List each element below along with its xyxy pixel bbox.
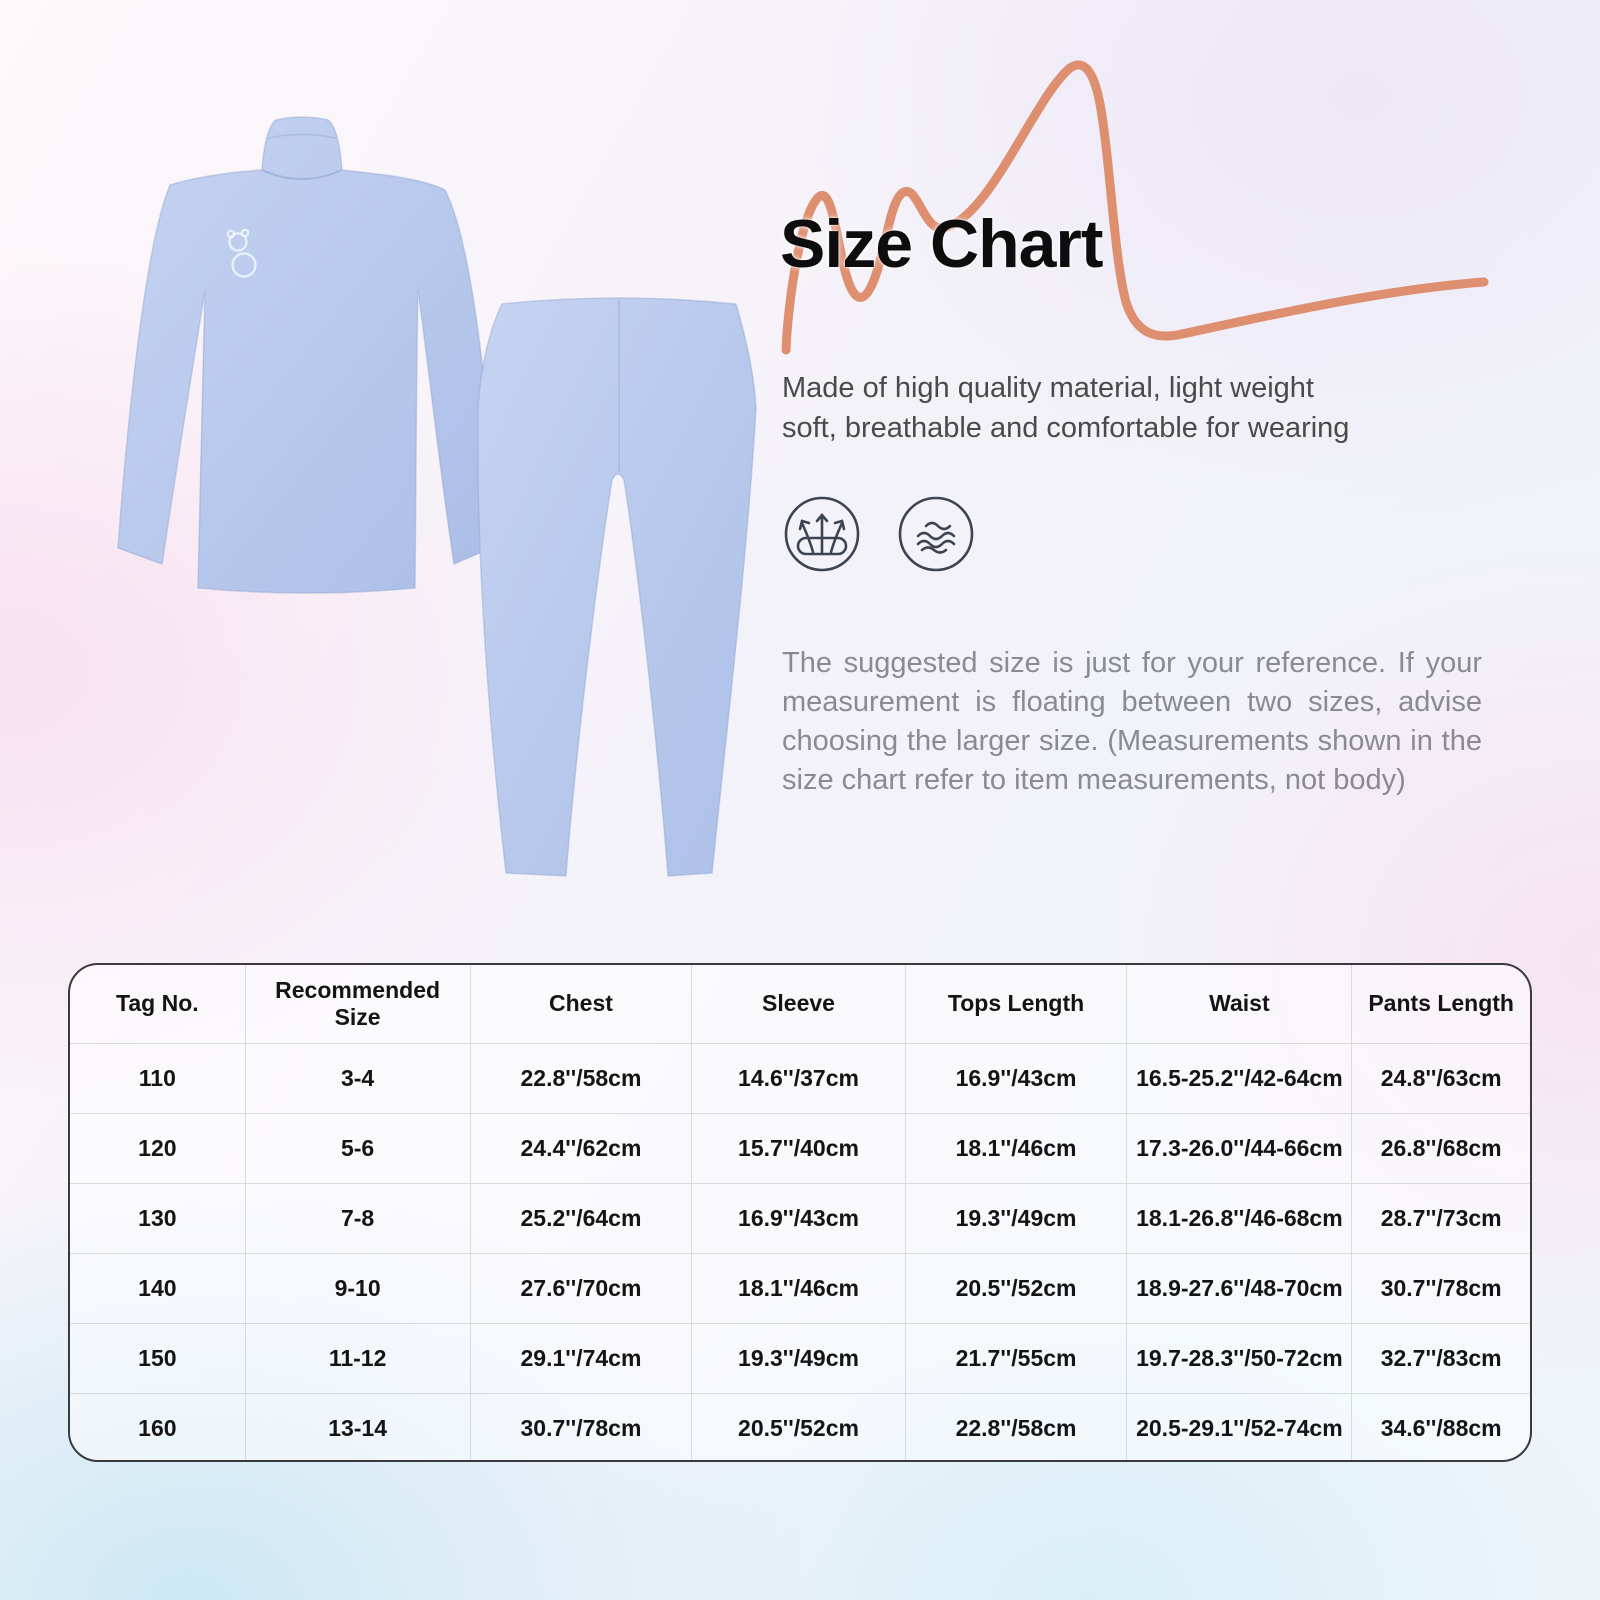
table-cell: 11-12 bbox=[245, 1323, 470, 1393]
table-cell: 16.9''/43cm bbox=[905, 1043, 1127, 1113]
table-row bbox=[70, 1323, 1530, 1393]
table-cell: 15.7''/40cm bbox=[692, 1113, 905, 1183]
table-cell: 110 bbox=[70, 1043, 245, 1113]
column-header: Pants Length bbox=[1352, 965, 1530, 1043]
table-cell: 19.7-28.3''/50-72cm bbox=[1127, 1323, 1352, 1393]
table-cell: 20.5''/52cm bbox=[692, 1393, 905, 1462]
thermal-pants-image bbox=[472, 288, 762, 888]
column-header: Tops Length bbox=[905, 965, 1127, 1043]
table-cell: 120 bbox=[70, 1113, 245, 1183]
table-cell: 19.3''/49cm bbox=[692, 1323, 905, 1393]
table-row bbox=[70, 1183, 1530, 1253]
description-line-2: soft, breathable and comfortable for wearing bbox=[782, 412, 1350, 444]
size-table-card bbox=[68, 963, 1532, 1462]
table-cell: 18.9-27.6''/48-70cm bbox=[1127, 1253, 1352, 1323]
table-cell: 5-6 bbox=[245, 1113, 470, 1183]
table-cell: 130 bbox=[70, 1183, 245, 1253]
page-title: Size Chart bbox=[780, 206, 1103, 282]
table-row bbox=[70, 1253, 1530, 1323]
table-cell: 27.6''/70cm bbox=[470, 1253, 692, 1323]
table-cell: 34.6''/88cm bbox=[1352, 1393, 1530, 1462]
table-cell: 140 bbox=[70, 1253, 245, 1323]
table-cell: 29.1''/74cm bbox=[470, 1323, 692, 1393]
table-cell: 150 bbox=[70, 1323, 245, 1393]
thermal-top-image bbox=[110, 112, 506, 612]
table-cell: 20.5''/52cm bbox=[905, 1253, 1127, 1323]
table-cell: 18.1''/46cm bbox=[692, 1253, 905, 1323]
table-cell: 160 bbox=[70, 1393, 245, 1462]
column-header: Recommended Size bbox=[245, 965, 470, 1043]
table-cell: 13-14 bbox=[245, 1393, 470, 1462]
table-row bbox=[70, 1043, 1530, 1113]
table-cell: 14.6''/37cm bbox=[692, 1043, 905, 1113]
table-row bbox=[70, 1393, 1530, 1462]
breathable-icon bbox=[896, 494, 976, 574]
table-cell: 21.7''/55cm bbox=[905, 1323, 1127, 1393]
pants-body bbox=[478, 298, 756, 876]
table-header-row bbox=[70, 965, 1530, 1043]
feature-icons bbox=[782, 494, 976, 574]
table-cell: 30.7''/78cm bbox=[470, 1393, 692, 1462]
table-cell: 17.3-26.0''/44-66cm bbox=[1127, 1113, 1352, 1183]
table-cell: 32.7''/83cm bbox=[1352, 1323, 1530, 1393]
table-cell: 24.8''/63cm bbox=[1352, 1043, 1530, 1113]
table-cell: 18.1-26.8''/46-68cm bbox=[1127, 1183, 1352, 1253]
table-cell: 3-4 bbox=[245, 1043, 470, 1113]
stretch-icon bbox=[782, 494, 862, 574]
table-cell: 20.5-29.1''/52-74cm bbox=[1127, 1393, 1352, 1462]
description-line-1: Made of high quality material, light weight bbox=[782, 372, 1314, 404]
table-cell: 16.5-25.2''/42-64cm bbox=[1127, 1043, 1352, 1113]
table-cell: 30.7''/78cm bbox=[1352, 1253, 1530, 1323]
table-cell: 16.9''/43cm bbox=[692, 1183, 905, 1253]
column-header: Sleeve bbox=[692, 965, 905, 1043]
table-cell: 7-8 bbox=[245, 1183, 470, 1253]
table-cell: 25.2''/64cm bbox=[470, 1183, 692, 1253]
size-table bbox=[70, 965, 1530, 1462]
size-table-body bbox=[70, 1043, 1530, 1462]
table-cell: 22.8''/58cm bbox=[905, 1393, 1127, 1462]
table-cell: 9-10 bbox=[245, 1253, 470, 1323]
column-header: Tag No. bbox=[116, 990, 199, 1017]
product-description bbox=[782, 368, 1402, 448]
table-row bbox=[70, 1113, 1530, 1183]
table-cell: 22.8''/58cm bbox=[470, 1043, 692, 1113]
size-note: The suggested size is just for your reference. If your measurement is floating between two sizes, advise choosing the larger size. (Measurements shown in the size chart refer to item measurements, not body) bbox=[782, 647, 1482, 796]
table-cell: 24.4''/62cm bbox=[470, 1113, 692, 1183]
accent-squiggle-line bbox=[758, 28, 1568, 364]
shirt-body bbox=[118, 117, 498, 593]
column-header: Waist bbox=[1127, 965, 1352, 1043]
table-cell: 26.8''/68cm bbox=[1352, 1113, 1530, 1183]
table-cell: 19.3''/49cm bbox=[905, 1183, 1127, 1253]
table-cell: 28.7''/73cm bbox=[1352, 1183, 1530, 1253]
table-cell: 18.1''/46cm bbox=[905, 1113, 1127, 1183]
column-header: Chest bbox=[470, 965, 692, 1043]
